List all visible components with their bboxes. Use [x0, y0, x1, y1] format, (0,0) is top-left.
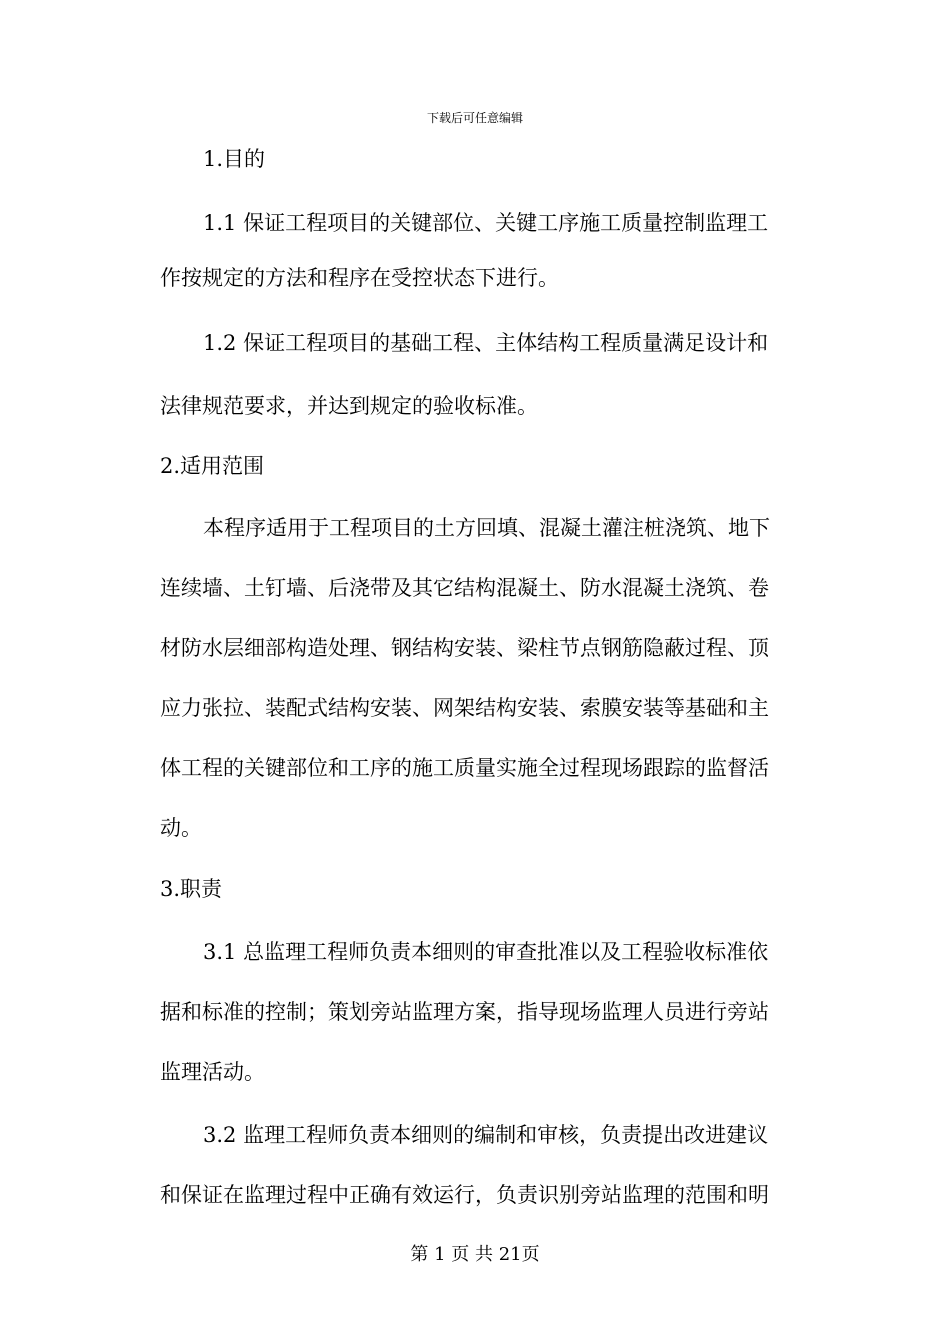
- section-heading-1: 1.目的: [203, 147, 266, 171]
- paragraph-line: 连续墙、土钉墙、后浇带及其它结构混凝土、防水混凝土浇筑、卷: [160, 576, 769, 600]
- paragraph-line: 监理活动。: [160, 1060, 265, 1084]
- paragraph-line: 作按规定的方法和程序在受控状态下进行。: [160, 266, 559, 290]
- paragraph-line: 3.2 监理工程师负责本细则的编制和审核，负责提出改进建议: [203, 1123, 769, 1147]
- paragraph-line: 法律规范要求，并达到规定的验收标准。: [160, 394, 538, 418]
- paragraph-line: 据和标准的控制；策划旁站监理方案，指导现场监理人员进行旁站: [160, 1000, 769, 1024]
- paragraph-line: 体工程的关键部位和工序的施工质量实施全过程现场跟踪的监督活: [160, 756, 769, 780]
- section-heading-2: 2.适用范围: [160, 454, 265, 478]
- paragraph-line: 应力张拉、装配式结构安装、网架结构安装、索膜安装等基础和主: [160, 696, 769, 720]
- section-heading-3: 3.职责: [160, 877, 223, 901]
- paragraph-line: 和保证在监理过程中正确有效运行，负责识别旁站监理的范围和明: [160, 1183, 769, 1207]
- paragraph-line: 动。: [160, 816, 202, 840]
- paragraph-line: 3.1 总监理工程师负责本细则的审查批准以及工程验收标准依: [203, 940, 769, 964]
- paragraph-line: 材防水层细部构造处理、钢结构安装、梁柱节点钢筋隐蔽过程、顶: [160, 636, 769, 660]
- paragraph-line: 1.2 保证工程项目的基础工程、主体结构工程质量满足设计和: [203, 331, 769, 355]
- page-footer: 第 1 页 共 21页: [410, 1244, 540, 1265]
- header-note: 下载后可任意编辑: [426, 111, 523, 125]
- paragraph-line: 本程序适用于工程项目的土方回填、混凝土灌注桩浇筑、地下: [203, 516, 770, 540]
- paragraph-line: 1.1 保证工程项目的关键部位、关键工序施工质量控制监理工: [203, 211, 769, 235]
